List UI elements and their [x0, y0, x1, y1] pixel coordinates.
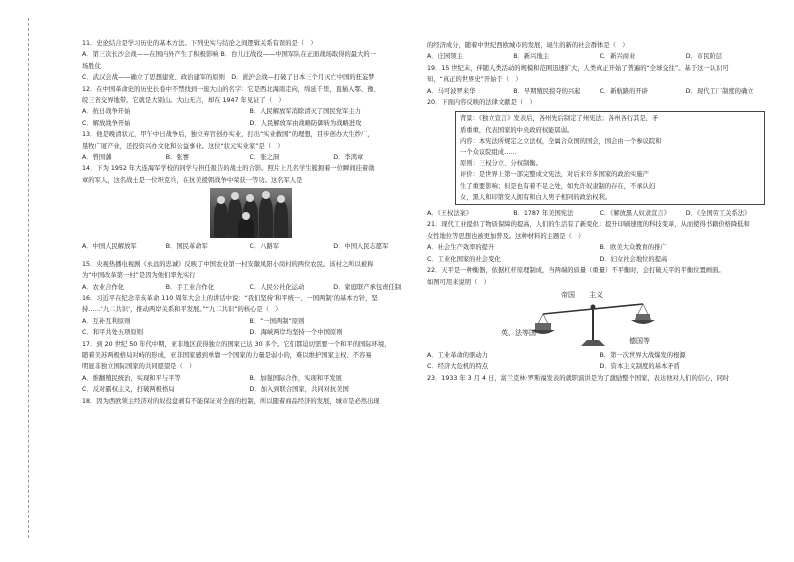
option-c[interactable]: C．经济大危机的特点	[427, 363, 489, 371]
question-21	[427, 219, 772, 265]
question-stem: 场胜仗	[82, 62, 101, 70]
material-line: 女，黑人和印第安人拥有和白人男子相同的政治权利。	[460, 193, 612, 201]
option-b[interactable]: B．国民革命军	[165, 243, 208, 251]
question-stem: 19．15 世纪末，伴随人类活动的规模和范围迅速扩大，人类真正开始了普遍的“全球交往”。基于这一认识可	[427, 64, 729, 72]
question-stem: 的经济成分，随着中世纪西欧城市的发展，诞生的新的社会群体是（ ）	[427, 42, 629, 49]
scale-label-right: 德国等	[629, 336, 650, 345]
option-a[interactable]: A．《王权法案》	[427, 210, 473, 218]
question-stem: 22．天平是一种衡器，依据杠杆原理制成，当两端的质量（重量）不平衡时，会打破天平的平衡位置画面。	[427, 267, 725, 275]
question-20	[427, 97, 772, 219]
question-stem: 23．1933 年 3 月 4 日，富兰克林·罗斯福发表的就职演讲是为了激励整个国家，表达他对人们的信心，同时	[427, 374, 730, 382]
question-stem: 明显非独立国际国家的共同愿望是（ ）	[82, 363, 196, 371]
option-d[interactable]: D．《全国劳工关系法》	[685, 210, 751, 218]
question-stem: 垦牧广厦产业，还投资兴办文化和公益事业。这位“状元实业家”是（ ）	[82, 142, 284, 150]
option-a[interactable]: A．中国人民解放军	[82, 243, 137, 251]
option-b[interactable]: B．1787 年美国宪法	[513, 210, 574, 218]
option-b[interactable]: B．人民解放军消除清灭了国民党军主力	[249, 108, 361, 116]
option-d[interactable]: D．妇女社会地位的提高	[599, 255, 668, 263]
option-d[interactable]: D．人民解放军由战略防御转为战略进攻	[249, 119, 362, 127]
material-line: 背景：《独立宣言》发表后，各州先后制定了州宪法；各州各行其是，矛	[460, 115, 659, 123]
question-12	[82, 84, 417, 130]
option-b[interactable]: B．第一次世界大战爆发的根源	[599, 351, 686, 359]
option-a[interactable]: A．庄园领主	[427, 53, 463, 61]
option-b[interactable]: B．张謇	[165, 154, 189, 162]
option-d[interactable]: D．李鸿章	[333, 154, 364, 162]
question-stem: 21．现代工业提供了物质保障的提高，人们的生活有了新变化：提升印刷速度的科技变革，从而使得书籍价格降低和	[427, 221, 750, 229]
question-15	[82, 259, 417, 293]
material-line: 生了重要影响；但是也有着不足之处，如允许奴隶制的存在，不承认妇	[460, 182, 656, 190]
question-stem: C．武汉会战——确立了思想建党、政治建军的原则 D．淞沪会战—打破了日本三个月灭亡中国的狂妄梦	[82, 74, 375, 82]
option-c[interactable]: C．和平共处五项原则	[82, 329, 144, 337]
option-b[interactable]: B．欧美大众教育的推广	[599, 244, 667, 252]
option-d[interactable]: D．家庭联产承包责任制	[333, 283, 402, 291]
question-stem: 12．在中国革命史的历史长卷中不禁找到一座大山的名字：它是西北海南走向，绵延千里，直插入鄂、豫、	[82, 85, 380, 93]
option-d[interactable]: D．加入到联合国家，共同对抗美国	[249, 386, 349, 394]
source-material-box	[455, 111, 765, 205]
option-c[interactable]: C．八路军	[249, 243, 280, 251]
question-stem: 知，“真正的世界史”开始于（ ）	[427, 76, 522, 84]
option-b[interactable]: B．手工业合作化	[165, 283, 215, 291]
question-11	[82, 38, 417, 84]
scale-label-left: 英、法等国	[501, 328, 536, 337]
option-c[interactable]: C．反对霸权主义，打破两极格局	[82, 386, 175, 394]
option-c[interactable]: C．解放战争开始	[82, 119, 131, 127]
option-b[interactable]: B．新兴地主	[513, 53, 550, 61]
gutter-dashed-line	[28, 18, 29, 538]
question-stem: 女性地位等思想也被更加普及。这种材料的主题是（ ）	[427, 232, 585, 240]
option-c[interactable]: C．张之洞	[249, 154, 280, 162]
question-stem: 章的军人，这名战士是一位坦克兵，在抗美援朝战争中荣获一等功。这名军人是	[82, 176, 303, 184]
question-stem: 11．史论结合是学习历史的基本方法。下列史实与结论之间逻辑关系有误的是（ ）	[82, 40, 317, 47]
option-c[interactable]: C．新航路的开辟	[599, 87, 648, 95]
question-stem: 皖三省交界地带。它就是大别山。大山无言，却在 1947 年见证了（ ）	[82, 97, 285, 105]
option-c[interactable]: C．工业化国家的社会变化	[427, 255, 501, 263]
option-d[interactable]: D．市民阶层	[685, 53, 723, 61]
question-13	[82, 129, 417, 163]
option-a[interactable]: A．社会生产效率的提升	[427, 244, 495, 252]
left-column	[82, 38, 417, 407]
option-c[interactable]: C．《解放黑人奴隶宣言》	[599, 210, 671, 218]
binding-gutter	[18, 0, 40, 562]
balance-scale-figure	[501, 290, 666, 348]
question-14	[82, 163, 417, 252]
option-b[interactable]: B．“一国两制”原则	[249, 317, 305, 325]
option-a[interactable]: A．农业合作化	[82, 283, 125, 291]
option-a[interactable]: A．互补互利原则	[82, 317, 131, 325]
right-column	[427, 40, 772, 384]
option-c[interactable]: C．人民公社化运动	[249, 283, 305, 291]
group-photo	[210, 188, 292, 238]
option-d[interactable]: D．中国人民志愿军	[333, 243, 389, 251]
scale-label-top: 帝国 主义	[561, 290, 603, 299]
option-b[interactable]: B．早期殖民掠夺的兴起	[513, 87, 581, 95]
question-stem: 为“中国改革第一村”是因为他们率先实行	[82, 272, 196, 280]
option-d[interactable]: D．资本主义制度的基本矛盾	[599, 363, 680, 371]
question-stem: 随着美苏两极格局对峙的形成，亚非国家感到单靠一个国家的力量是弱小的，难以维护国家主权、不容易	[82, 351, 372, 359]
question-16	[82, 293, 417, 339]
question-stem: 16．习近平在纪念辛亥革命 110 周年大会上的讲话中说：“我们坚持‘和平统一、一国两制’的基本方针，坚	[82, 294, 378, 302]
material-line: 内容：本宪法所规定之立法权，全属合众国的国会，国会由一个参议院和	[460, 137, 662, 145]
question-stem: 20．下面内容反映的法律文献是（ ）	[427, 99, 536, 107]
question-stem: 13．他是晚清状元，甲午中日战争后，独立弃官创办实业，打出“实业救国”的理想，目步创办大生纱厂，	[82, 131, 374, 139]
material-line: 原则：三权分立、分权制衡。	[460, 160, 542, 168]
question-stem: 持……‘九二共识’，推动两岸关系和平发展。”“九二共识”的核心是（ ）	[82, 306, 282, 314]
option-b[interactable]: B．加强国际合作，实现和平发展	[249, 374, 342, 382]
option-c[interactable]: C．新兴商业	[599, 53, 636, 61]
question-stem: 18．因为西欧领主经济对的奴役盘剥有不能保证对全面的控制，所以随着商品经济的发展，城市是必然出现	[82, 397, 380, 405]
option-a[interactable]: A．马可波罗来华	[427, 87, 476, 95]
question-stem: 15．央视热播电视剧《永远的忠诚》反映了中国农业第一村安徽凤阳小岗村的两位农民。该村之所以被称	[82, 260, 374, 268]
option-a[interactable]: A．推翻殖民统治，实现和平与平等	[82, 374, 181, 382]
option-a[interactable]: A．工业革命的驱动力	[427, 351, 488, 359]
material-line: 评价：是世界上第一部完整成文宪法，对后来许多国家的政治实施产	[460, 171, 649, 179]
question-19	[427, 63, 772, 97]
question-18	[82, 396, 417, 407]
question-stem: 14．下为 1952 年大连海军学校的同学与担任报告的战士的合影。照片上几名学生簇拥着一位瞬间挂着勋	[82, 165, 375, 173]
question-17	[82, 339, 417, 396]
option-a[interactable]: A．抗日战争开始	[82, 108, 131, 116]
question-stem: A．第三次长沙会战——在国内外产生了积极影响 B．台儿庄战役——中国军队在正面战场取得的最大的一	[82, 51, 376, 59]
question-stem: 17．到 20 世纪 50 年代中期，亚非地区获得独立的国家已达 30 多个。它们都迫切需要一个和平的国际环境，	[82, 340, 391, 348]
question-18-continued	[427, 40, 772, 63]
option-d[interactable]: D．海峡两岸均坚持一个中国原则	[249, 329, 343, 337]
question-23	[427, 373, 772, 384]
option-d[interactable]: D．现代工厂制度的确立	[685, 87, 754, 95]
question-stem: 如图可用来说明（ ）	[427, 278, 490, 286]
question-22	[427, 265, 772, 373]
option-a[interactable]: A．曾国藩	[82, 154, 112, 162]
material-line: 一个众议院组成……	[460, 149, 517, 157]
material-line: 盾重重，代表国家的中央政府权能孱弱。	[460, 126, 574, 134]
